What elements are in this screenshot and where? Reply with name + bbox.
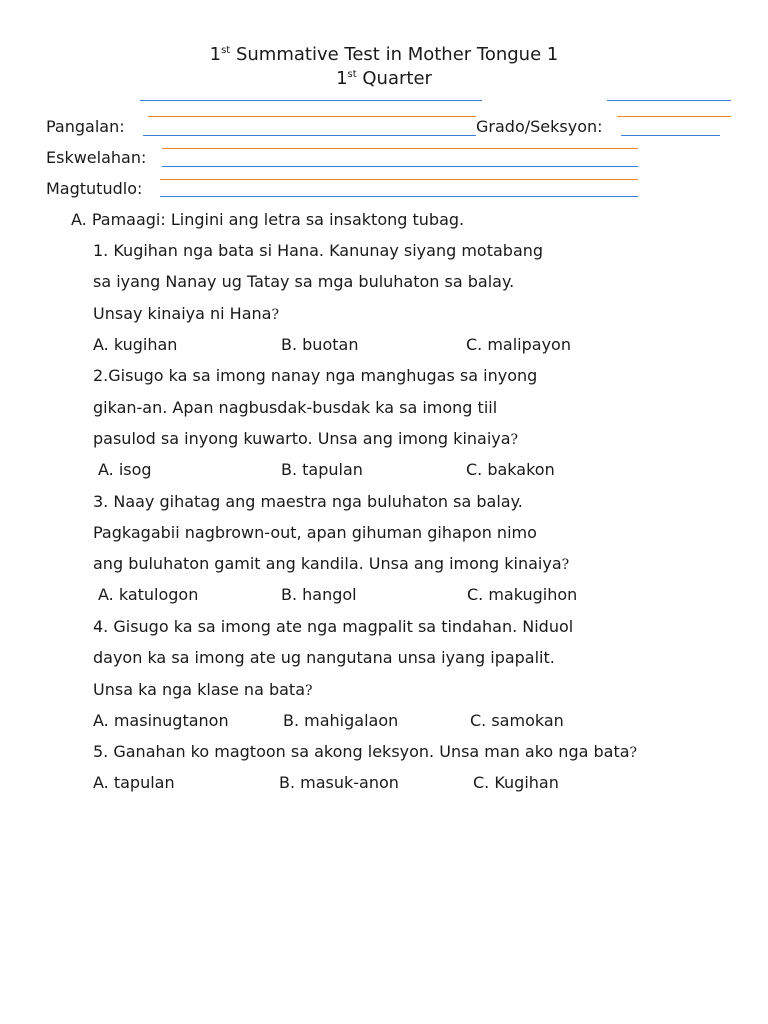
question-5-choice-b[interactable]: B. masuk-anon [279, 773, 399, 792]
school-label: Eskwelahan: [46, 148, 147, 167]
question-2-choice-a[interactable]: A. isog [98, 460, 152, 479]
teacher-label: Magtutudlo: [46, 179, 143, 198]
question-3-line-2: Pagkagabii nagbrown-out, apan gihuman gihapon nimo [93, 523, 537, 542]
question-5-choice-c[interactable]: C. Kugihan [473, 773, 559, 792]
grade-section-field[interactable] [621, 135, 720, 136]
question-5-line-1: 5. Ganahan ko magtoon sa akong leksyon. Unsa man ako nga bata? [93, 742, 638, 761]
teacher-rule-orange [160, 179, 638, 180]
title-rule-left [140, 100, 482, 101]
grade-section-label: Grado/Seksyon: [476, 117, 603, 136]
question-1-line-1: 1. Kugihan nga bata si Hana. Kanunay siyang motabang [93, 241, 544, 260]
question-1-choice-a[interactable]: A. kugihan [93, 335, 178, 354]
question-2-line-3: pasulod sa inyong kuwarto. Unsa ang imong kinaiya? [93, 429, 519, 448]
title-rule-orange-right [617, 116, 731, 117]
question-1-choice-b[interactable]: B. buotan [281, 335, 359, 354]
question-3-choice-c[interactable]: C. makugihon [467, 585, 578, 604]
question-1-line-2: sa iyang Nanay ug Tatay sa mga buluhaton sa balay. [93, 272, 515, 291]
school-field[interactable] [162, 166, 638, 167]
school-rule-orange [162, 148, 638, 149]
section-instruction: A. Pamaagi: Lingini ang letra sa insaktong tubag. [71, 210, 465, 229]
question-2-line-1: 2.Gisugo ka sa imong nanay nga manghugas sa inyong [93, 366, 538, 385]
title-rule-right [607, 100, 731, 101]
quarter-subtitle: 1st Quarter [336, 68, 432, 89]
name-field[interactable] [143, 135, 476, 136]
question-4-line-1: 4. Gisugo ka sa imong ate nga magpalit sa tindahan. Niduol [93, 617, 574, 636]
question-4-line-2: dayon ka sa imong ate ug nangutana unsa iyang ipapalit. [93, 648, 555, 667]
question-3-line-3: ang buluhaton gamit ang kandila. Unsa ang imong kinaiya? [93, 554, 570, 573]
question-5-choice-a[interactable]: A. tapulan [93, 773, 175, 792]
question-2-line-2: gikan-an. Apan nagbusdak-busdak ka sa imong tiil [93, 398, 498, 417]
question-3-choice-b[interactable]: B. hangol [281, 585, 357, 604]
question-4-choice-c[interactable]: C. samokan [470, 711, 564, 730]
question-2-choice-b[interactable]: B. tapulan [281, 460, 363, 479]
question-4-choice-b[interactable]: B. mahigalaon [283, 711, 399, 730]
teacher-field[interactable] [160, 196, 638, 197]
question-1-line-3: Unsay kinaiya ni Hana? [93, 304, 279, 323]
question-4-choice-a[interactable]: A. masinugtanon [93, 711, 229, 730]
question-3-line-1: 3. Naay gihatag ang maestra nga buluhaton sa balay. [93, 492, 523, 511]
test-title: 1st Summative Test in Mother Tongue 1 [209, 44, 559, 65]
name-label: Pangalan: [46, 117, 125, 136]
title-rule-orange-left [148, 116, 476, 117]
question-3-choice-a[interactable]: A. katulogon [98, 585, 199, 604]
question-1-choice-c[interactable]: C. malipayon [466, 335, 571, 354]
question-2-choice-c[interactable]: C. bakakon [466, 460, 555, 479]
question-4-line-3: Unsa ka nga klase na bata? [93, 680, 313, 699]
